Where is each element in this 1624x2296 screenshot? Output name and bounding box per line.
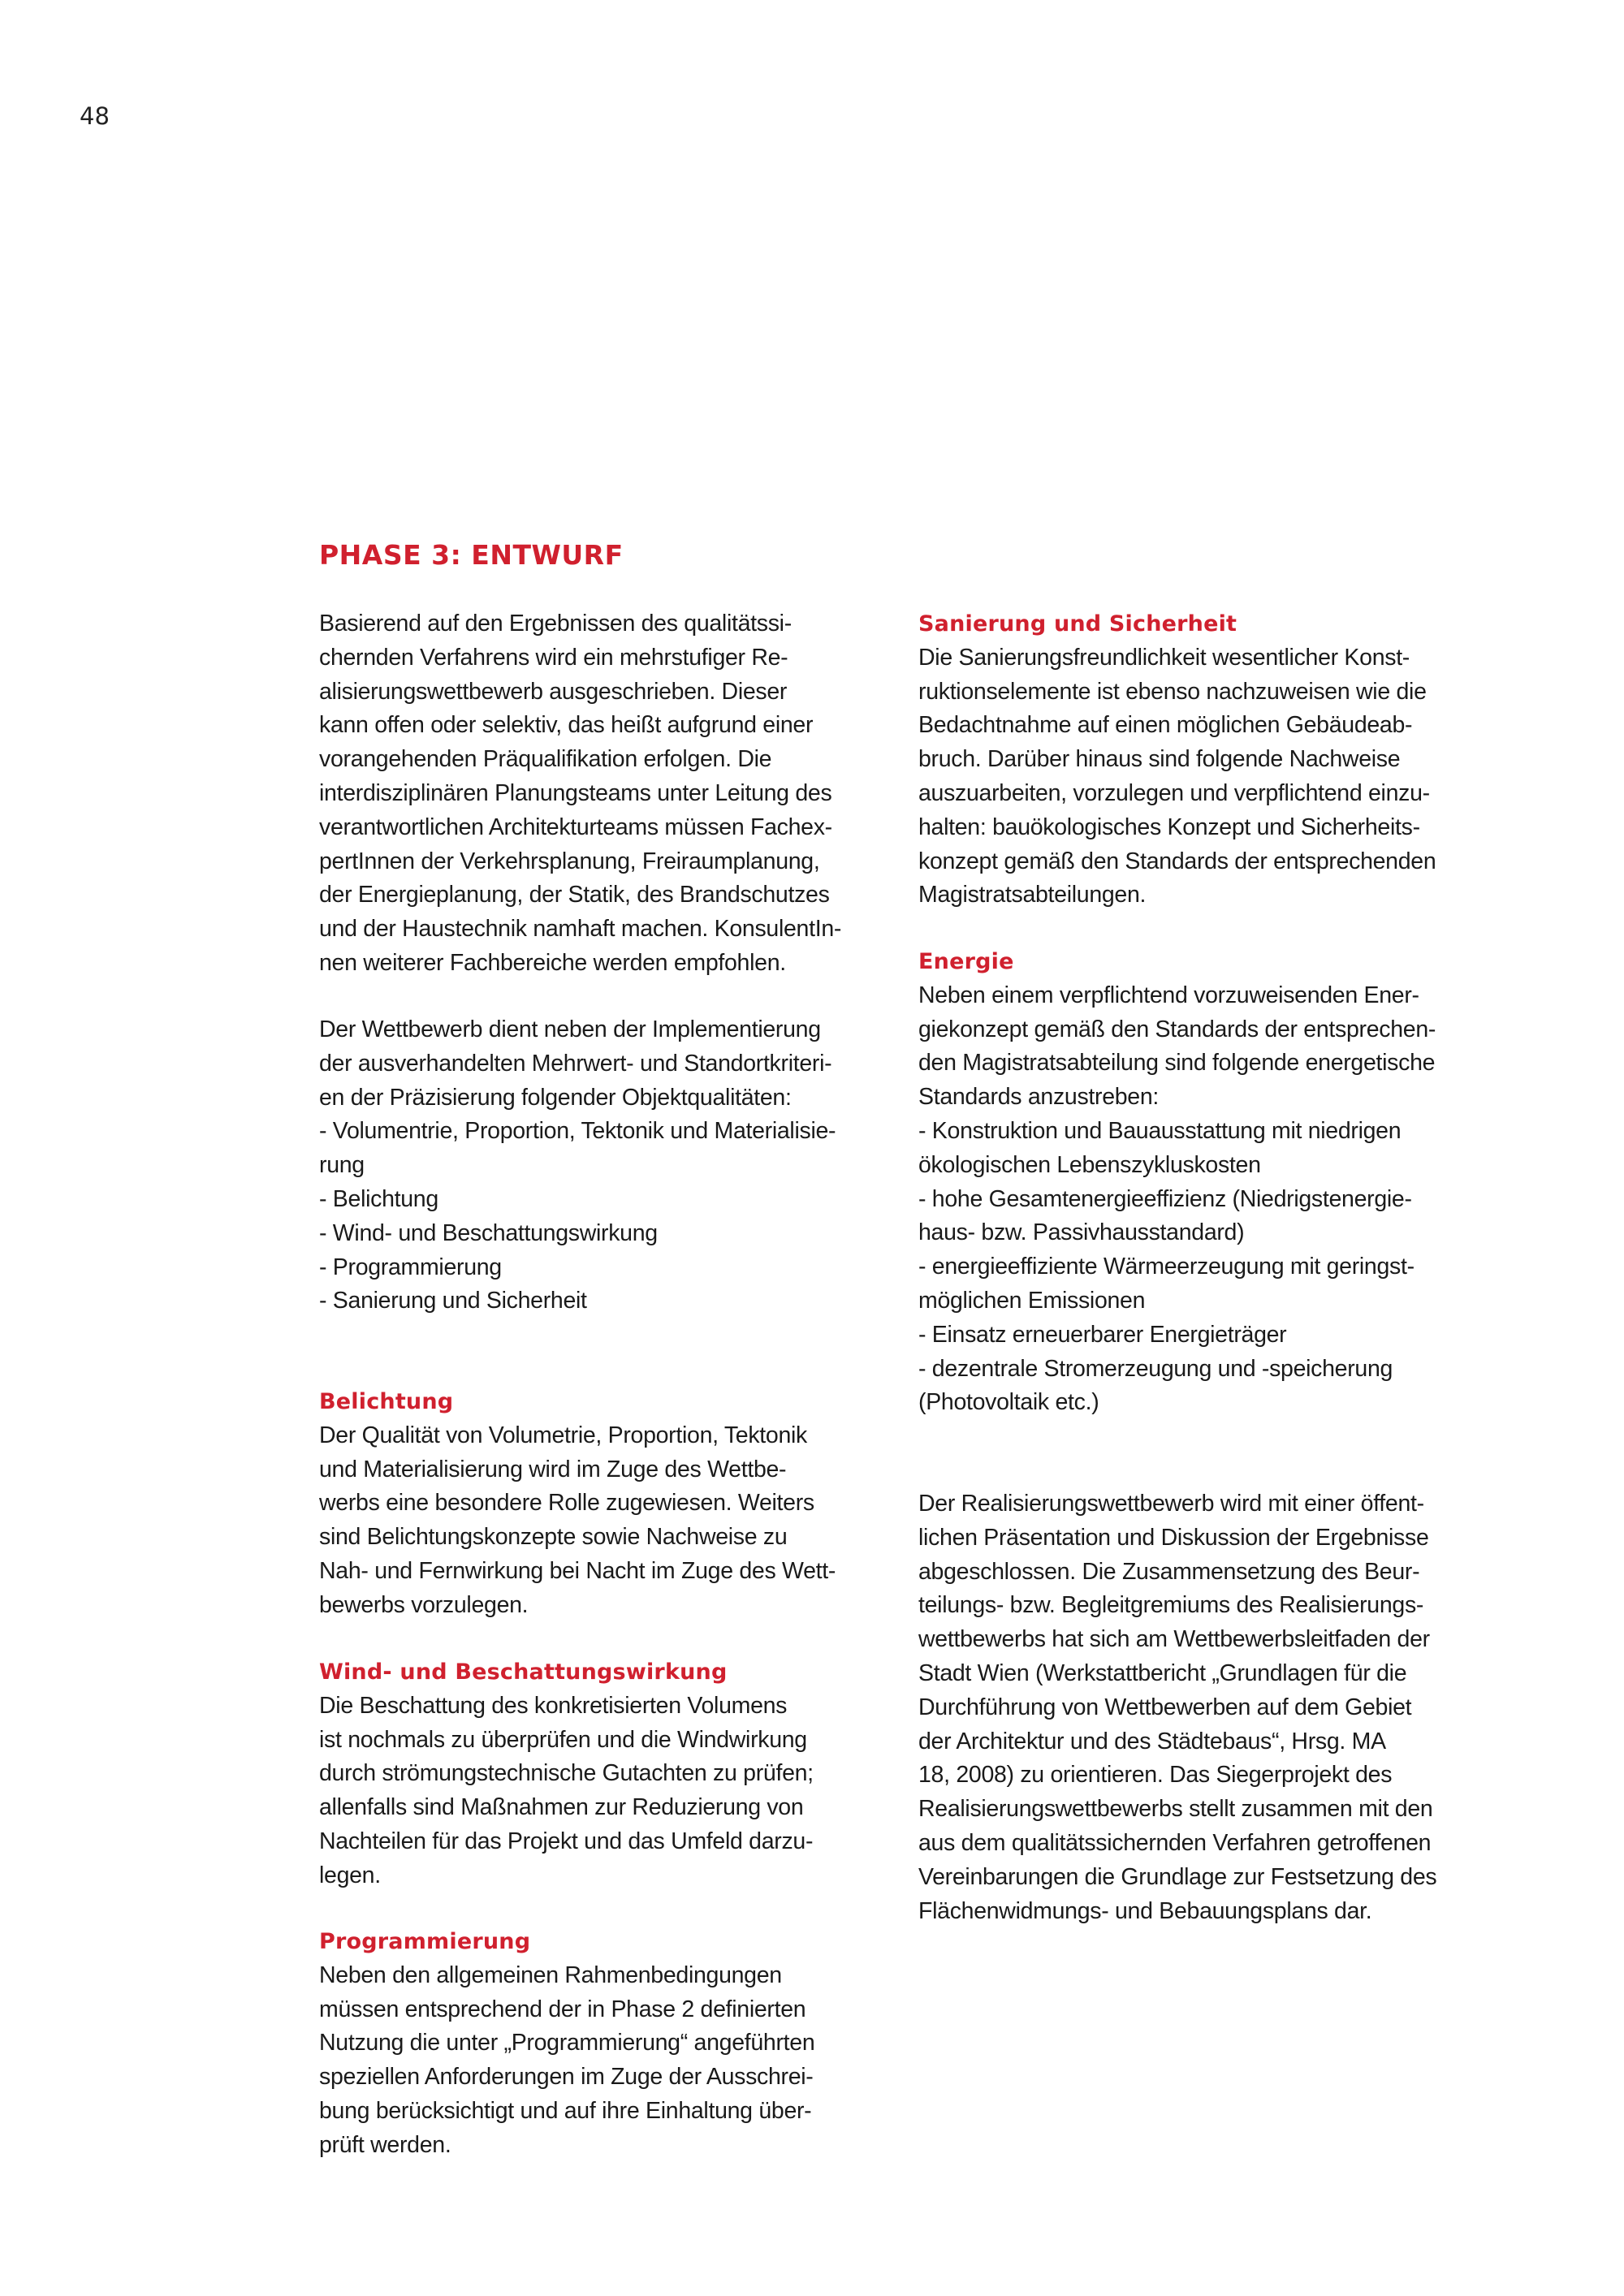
text-line: und der Haustechnik namhaft machen. KonsulentIn- <box>319 916 842 943</box>
text-line: werbs eine besondere Rolle zugewiesen. Weiters <box>319 1490 814 1517</box>
text-line: Der Realisierungswettbewerb wird mit einer öffent- <box>918 1491 1424 1517</box>
section-energie <box>918 945 1487 1420</box>
text-line: - Wind- und Beschattungswirkung <box>319 1219 658 1246</box>
text-line: Die Beschattung des konkretisierten Volumens <box>319 1692 788 1719</box>
text-line: giekonzept gemäß den Standards der entsprechen- <box>918 1016 1436 1042</box>
text-line: haus- bzw. Passivhausstandard) <box>918 1219 1245 1246</box>
text-line: bung berücksichtigt und auf ihre Einhaltung über- <box>319 2097 812 2124</box>
text-line: Der Wettbewerb dient neben der Implementierung <box>319 1016 821 1042</box>
text-line: verantwortlichen Architekturteams müssen Fachex- <box>319 814 832 840</box>
text-line: auszuarbeiten, vorzulegen und verpflichtend einzu- <box>918 779 1430 806</box>
section-intro <box>319 607 888 981</box>
text-line: lichen Präsentation und Diskussion der Ergebnisse <box>918 1524 1429 1551</box>
section-heading: Sanierung und Sicherheit <box>918 611 1237 637</box>
text-line: kann offen oder selektiv, das heißt aufgrund einer <box>319 712 814 739</box>
text-line: möglichen Emissionen <box>918 1287 1146 1314</box>
text-line: bewerbs vorzulegen. <box>319 1591 529 1618</box>
text-line: - dezentrale Stromerzeugung und -speicherung <box>918 1355 1393 1382</box>
section-heading: Programmierung <box>319 1929 531 1954</box>
text-line: ist nochmals zu überprüfen und die Windwirkung <box>319 1726 807 1753</box>
text-line: allenfalls sind Maßnahmen zur Reduzierung von <box>319 1794 804 1821</box>
section-abschluss <box>918 1487 1487 1928</box>
text-line: interdisziplinären Planungsteams unter Leitung des <box>319 779 832 806</box>
text-line: durch strömungstechnische Gutachten zu prüfen; <box>319 1760 814 1787</box>
section-heading: Wind- und Beschattungswirkung <box>319 1659 728 1685</box>
text-line: - Programmierung <box>319 1254 502 1280</box>
text-line: der Energieplanung, der Statik, des Brandschutzes <box>319 882 830 908</box>
text-line: legen. <box>319 1862 381 1888</box>
section-wind <box>319 1655 888 1893</box>
text-line: prüft werden. <box>319 2131 451 2158</box>
text-line: Durchführung von Wettbewerben auf dem Gebiet <box>918 1694 1412 1720</box>
section-belichtung <box>319 1385 888 1623</box>
section-wettbewerb <box>319 1013 888 1318</box>
text-line: halten: bauökologisches Konzept und Sicherheits- <box>918 814 1420 840</box>
text-line: Vereinbarungen die Grundlage zur Festsetzung des <box>918 1863 1437 1890</box>
text-line: chernden Verfahrens wird ein mehrstufiger Re- <box>319 644 788 671</box>
text-line: alisierungswettbewerb ausgeschrieben. Dieser <box>319 678 788 705</box>
text-line: und Materialisierung wird im Zuge des Wettbe- <box>319 1456 787 1482</box>
text-line: ruktionselemente ist ebenso nachzuweisen wie die <box>918 678 1427 705</box>
text-line: Standards anzustreben: <box>918 1084 1160 1111</box>
text-line: Nah- und Fernwirkung bei Nacht im Zuge des Wett- <box>319 1557 836 1584</box>
text-line: Nutzung die unter „Programmierung“ angeführten <box>319 2030 815 2056</box>
text-line: Stadt Wien (Werkstattbericht „Grundlagen für die <box>918 1659 1407 1686</box>
text-line: Neben einem verpflichtend vorzuweisenden Ener- <box>918 982 1419 1008</box>
text-line: - hohe Gesamtenergieeffizienz (Niedrigstenergie- <box>918 1185 1412 1212</box>
text-line: konzept gemäß den Standards der entsprechenden <box>918 848 1436 874</box>
section-sanierung <box>918 607 1487 913</box>
text-line: - Einsatz erneuerbarer Energieträger <box>918 1321 1287 1348</box>
text-line: der Architektur und des Städtebaus“, Hrsg. MA <box>918 1728 1386 1754</box>
text-line: rung <box>319 1152 365 1179</box>
text-line: pertInnen der Verkehrsplanung, Freiraumplanung, <box>319 848 820 874</box>
text-line: - Volumentrie, Proportion, Tektonik und Materialisie- <box>319 1118 836 1145</box>
text-line: Nachteilen für das Projekt und das Umfeld darzu- <box>319 1828 814 1854</box>
text-line: speziellen Anforderungen im Zuge der Ausschrei- <box>319 2064 814 2091</box>
text-line: 18, 2008) zu orientieren. Das Siegerprojekt des <box>918 1762 1393 1789</box>
text-line: Magistratsabteilungen. <box>918 882 1147 908</box>
text-line: den Magistratsabteilung sind folgende energetische <box>918 1050 1436 1077</box>
page-title: PHASE 3: ENTWURF <box>319 539 624 571</box>
text-line: Basierend auf den Ergebnissen des qualitätssi- <box>319 611 792 637</box>
text-line: sind Belichtungskonzepte sowie Nachweise zu <box>319 1524 788 1551</box>
text-line: Realisierungswettbewerbs stellt zusammen mit den <box>918 1796 1433 1823</box>
text-line: vorangehenden Präqualifikation erfolgen. Die <box>319 746 772 773</box>
text-line: wettbewerbs hat sich am Wettbewerbsleitfaden der <box>918 1626 1430 1653</box>
page-number: 48 <box>80 102 110 130</box>
text-line: (Photovoltaik etc.) <box>918 1389 1099 1416</box>
text-line: Bedachtnahme auf einen möglichen Gebäudeab- <box>918 712 1413 739</box>
text-line: - Sanierung und Sicherheit <box>319 1288 587 1314</box>
text-line: Flächenwidmungs- und Bebauungsplans dar. <box>918 1897 1372 1924</box>
section-heading: Belichtung <box>319 1389 454 1414</box>
text-line: ökologischen Lebenszykluskosten <box>918 1151 1261 1178</box>
text-line: Neben den allgemeinen Rahmenbedingungen <box>319 1962 782 1988</box>
text-line: - Konstruktion und Bauausstattung mit niedrigen <box>918 1117 1402 1144</box>
text-line: - energieeffiziente Wärmeerzeugung mit geringst- <box>918 1254 1415 1280</box>
text-line: Der Qualität von Volumetrie, Proportion, Tektonik <box>319 1422 808 1448</box>
text-line: aus dem qualitätssichernden Verfahren getroffenen <box>918 1829 1432 1856</box>
text-line: teilungs- bzw. Begleitgremiums des Realisierungs- <box>918 1592 1424 1619</box>
text-line: abgeschlossen. Die Zusammensetzung des Beur- <box>918 1558 1420 1585</box>
text-line: müssen entsprechend der in Phase 2 definierten <box>319 1996 806 2022</box>
text-line: der ausverhandelten Mehrwert- und Standortkriteri- <box>319 1050 832 1077</box>
text-line: bruch. Darüber hinaus sind folgende Nachweise <box>918 746 1401 773</box>
section-programmierung <box>319 1925 888 2163</box>
text-line: Die Sanierungsfreundlichkeit wesentlicher Konst- <box>918 644 1410 671</box>
section-heading: Energie <box>918 949 1014 974</box>
text-line: - Belichtung <box>319 1185 438 1212</box>
text-line: en der Präzisierung folgender Objektqualitäten: <box>319 1084 792 1111</box>
text-line: nen weiterer Fachbereiche werden empfohlen. <box>319 949 786 976</box>
